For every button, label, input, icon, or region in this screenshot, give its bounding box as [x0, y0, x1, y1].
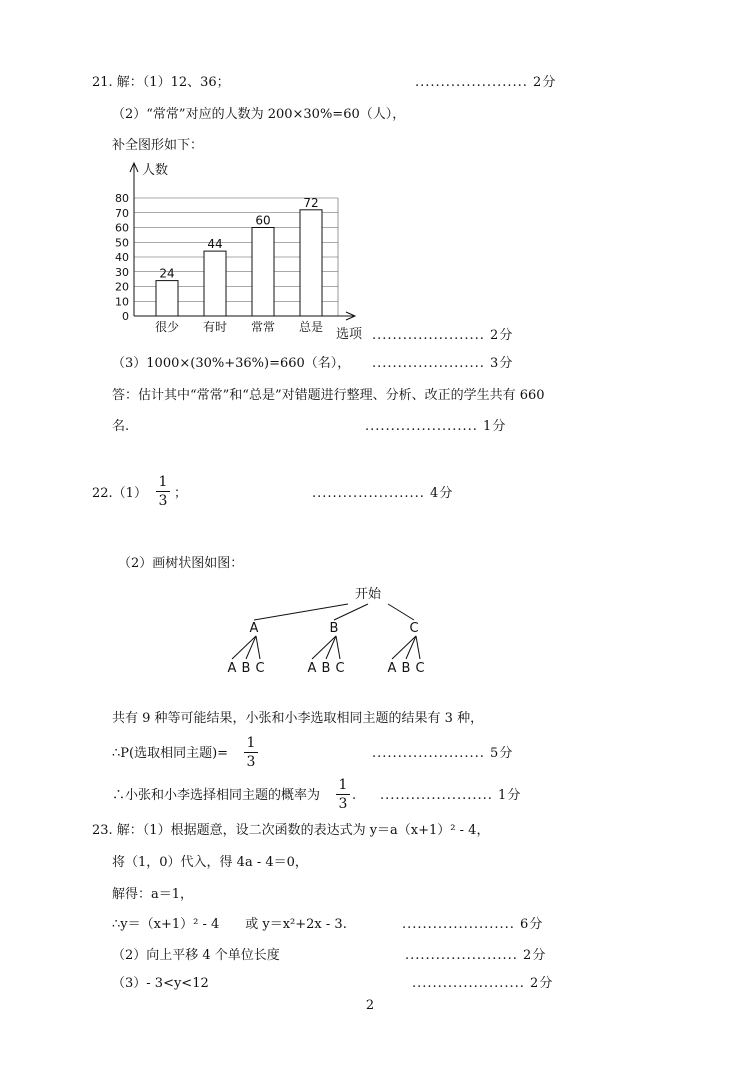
tree-diagram [196, 582, 436, 682]
q23-part2-score: ...................... 2分 [405, 948, 547, 963]
tree-branch [406, 636, 416, 659]
tree-level2-label: C [255, 661, 265, 676]
tree-root-label: 开始 [354, 587, 382, 602]
bar [300, 210, 322, 316]
tree-level2-label: A [307, 661, 317, 676]
x-category-label: 有时 [202, 320, 228, 334]
q21-answer-end: 名. [112, 419, 130, 434]
q23-part3: （3）- 3<y<12 [112, 976, 209, 991]
bar-value-label: 24 [159, 266, 175, 281]
tree-level2-label: A [227, 661, 237, 676]
tree-level2-label: A [387, 661, 397, 676]
tree-branch [254, 604, 348, 620]
bar-value-label: 60 [255, 213, 271, 228]
bar-value-label: 44 [207, 237, 223, 252]
y-tick-label: 80 [115, 192, 129, 205]
q22-fraction-1 [156, 474, 170, 509]
bar [252, 228, 274, 317]
bar [204, 251, 226, 316]
y-tick-label: 70 [115, 206, 129, 220]
page-number: 2 [365, 998, 375, 1013]
q21-part1: 21. 解：（1）12、36； [92, 75, 230, 90]
tree-branch [326, 636, 336, 659]
tree-level1-label: A [249, 621, 259, 636]
q22-part1-prefix: 22.（1） [92, 486, 147, 501]
q22-conclusion-prefix: ∴小张和小李选择相同主题的概率为 [112, 788, 321, 803]
q22-fraction-3 [336, 777, 350, 812]
q22-part1-suffix: ； [174, 486, 188, 501]
q22-conclusion-suffix: . [352, 788, 357, 803]
tree-level2-label: B [401, 661, 411, 676]
q22-conclusion-score: ...................... 1分 [380, 788, 522, 803]
q22-fraction-2-num: 1 [246, 735, 256, 751]
x-axis-title: 选项 [336, 327, 363, 342]
q22-probability-score: ...................... 5分 [372, 746, 514, 761]
q21-part3: （3）1000×(30%+36%)=660（名）， [112, 356, 351, 371]
tree-branch [334, 604, 368, 620]
q22-probability-prefix: ∴P(选取相同主题)= [112, 746, 229, 761]
tree-branch [312, 636, 336, 659]
q23-part2: （2）向上平移 4 个单位长度 [112, 948, 280, 963]
q22-part2: （2）画树状图如图： [118, 556, 244, 571]
q22-fraction-3-num: 1 [338, 777, 348, 793]
y-tick-label: 30 [115, 265, 129, 279]
y-tick-label: 0 [122, 310, 129, 323]
y-tick-label: 60 [115, 221, 129, 235]
y-tick-label: 10 [115, 295, 129, 309]
tree-level2-label: B [321, 661, 331, 676]
x-category-label: 很少 [154, 320, 180, 334]
q23-part3-score: ...................... 2分 [412, 976, 554, 991]
y-axis-title: 人数 [142, 163, 169, 178]
tree-branch [246, 636, 256, 659]
q21-figure-caption: 补全图形如下： [112, 138, 204, 153]
bar-value-label: 72 [303, 195, 319, 210]
tree-branch [256, 636, 260, 659]
x-category-label: 总是 [298, 320, 324, 334]
tree-branch [336, 636, 340, 659]
q22-fraction-1-den: 3 [158, 493, 168, 509]
q21-part2: （2）“常常”对应的人数为 200×30%=60（人）， [112, 107, 406, 122]
tree-level2-label: B [241, 661, 251, 676]
q22-fraction-2-den: 3 [246, 754, 256, 770]
q21-part1-score: ...................... 2分 [415, 75, 557, 90]
bar [156, 281, 178, 316]
q22-part1-score: ...................... 4分 [312, 486, 454, 501]
tree-level2-label: C [335, 661, 345, 676]
tree-level1-label: B [329, 621, 339, 636]
tree-branch [392, 636, 416, 659]
q21-answer-score: ...................... 1分 [365, 419, 507, 434]
tree-level1-label: C [409, 621, 419, 636]
q23-part1: 23. 解：（1）根据题意，设二次函数的表达式为 y＝a（x+1）² - 4， [92, 823, 490, 838]
bar-chart [110, 158, 370, 343]
q22-fraction-1-num: 1 [158, 474, 168, 490]
y-tick-label: 20 [115, 280, 129, 294]
y-tick-label: 50 [115, 236, 129, 250]
q22-fraction-2 [244, 735, 258, 770]
tree-branch [388, 604, 414, 620]
q21-answer: 答：估计其中“常常”和“总是”对错题进行整理、分析、改正的学生共有 660 [112, 388, 545, 403]
q23-solve: 解得：a＝1， [112, 887, 194, 902]
q23-substitute: 将（1，0）代入，得 4a - 4＝0， [112, 855, 308, 870]
y-tick-label: 40 [115, 251, 129, 264]
q22-outcomes: 共有 9 种等可能结果，小张和小李选取相同主题的结果有 3 种， [112, 711, 484, 726]
q21-part3-score: ...................... 3分 [372, 356, 514, 371]
tree-branch [232, 636, 256, 659]
q22-fraction-3-den: 3 [338, 796, 348, 812]
q23-result: ∴y＝（x+1）² - 4 或 y＝x²+2x - 3. [112, 917, 347, 932]
tree-branch [416, 636, 420, 659]
q21-chart-score: ...................... 2分 [372, 328, 514, 343]
tree-level2-label: C [415, 661, 425, 676]
q23-part1-score: ...................... 6分 [402, 917, 544, 932]
x-category-label: 常常 [250, 320, 276, 334]
